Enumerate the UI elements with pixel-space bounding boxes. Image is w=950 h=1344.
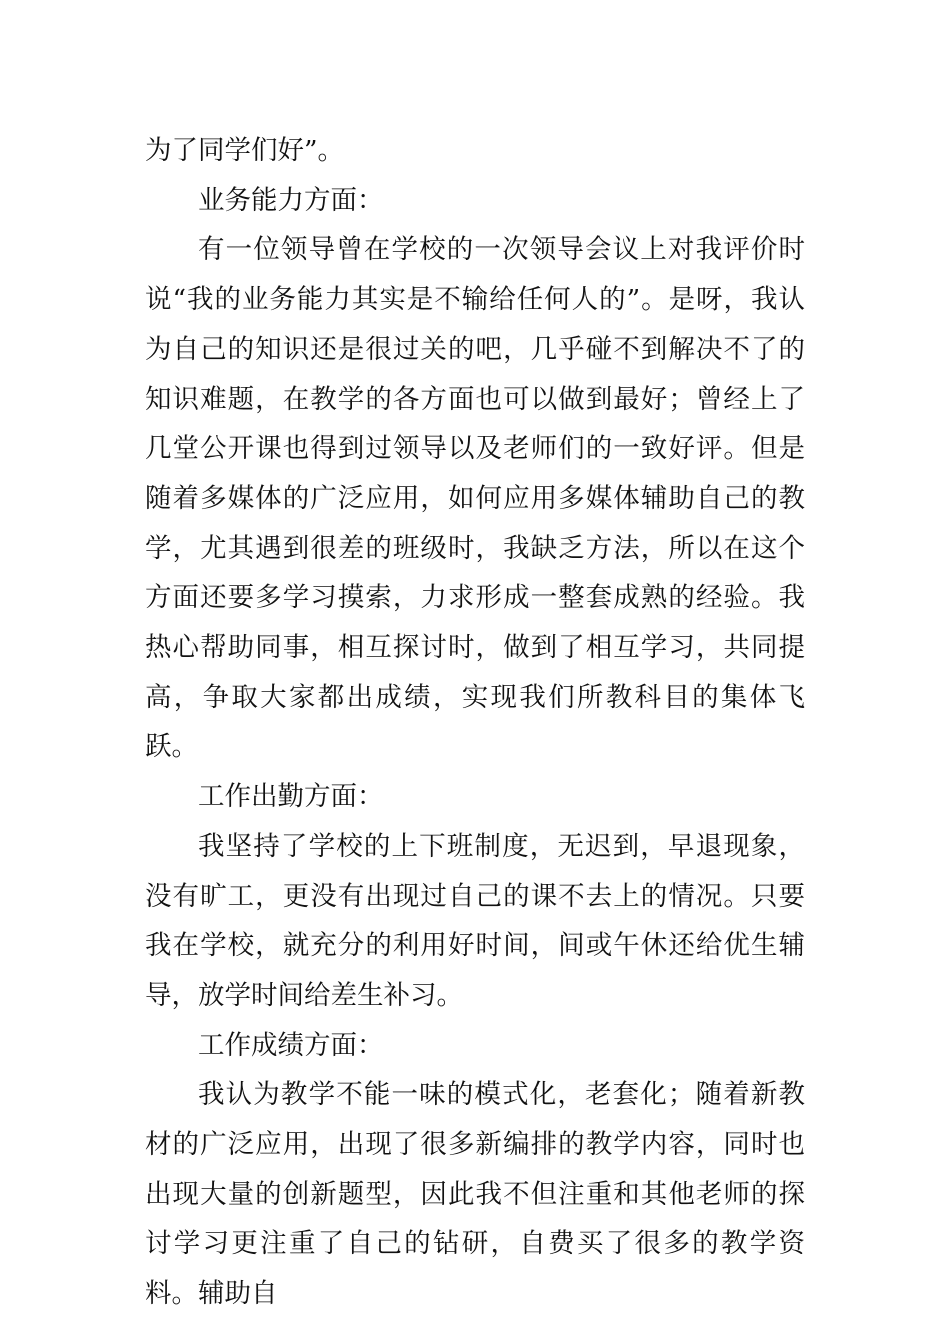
heading-attendance: 工作出勤方面： — [198, 781, 384, 813]
paragraph-attendance: 我坚持了学校的上下班制度，无迟到，早退现象，没有旷工，更没有出现过自己的课不去上的情况。只要我在学校，就充分的利用好时间，间或午休还给优生辅导，放学时间给差生补习。 — [145, 830, 805, 1011]
heading-professional-ability: 业务能力方面： — [198, 184, 384, 216]
document-body — [145, 126, 805, 1319]
paragraph-work-results: 我认为教学不能一味的模式化，老套化；随着新教材的广泛应用，出现了很多新编排的教学内容，同时也出现大量的创新题型，因此我不但注重和其他老师的探讨学习更注重了自己的钻研，自费买了很多的教学资料。辅助自 — [145, 1079, 805, 1310]
paragraph-continuation: 为了同学们好”。 — [145, 135, 345, 166]
paragraph-professional-ability: 有一位领导曾在学校的一次领导会议上对我评价时说“我的业务能力其实是不输给任何人的”。是呀，我认为自己的知识还是很过关的吧，几乎碰不到解决不了的知识难题，在教学的各方面也可以做到最好；曾经上了几堂公开课也得到过领导以及老师们的一致好评。但是随着多媒体的广泛应用，如何应用多媒体辅助自己的教学，尤其遇到很差的班级时，我缺乏方法，所以在这个方面还要多学习摸索，力求形成一整套成熟的经验。我热心帮助同事，相互探讨时，做到了相互学习，共同提高，争取大家都出成绩，实现我们所教科目的集体飞跃。 — [145, 234, 805, 763]
heading-work-results: 工作成绩方面： — [198, 1029, 384, 1061]
